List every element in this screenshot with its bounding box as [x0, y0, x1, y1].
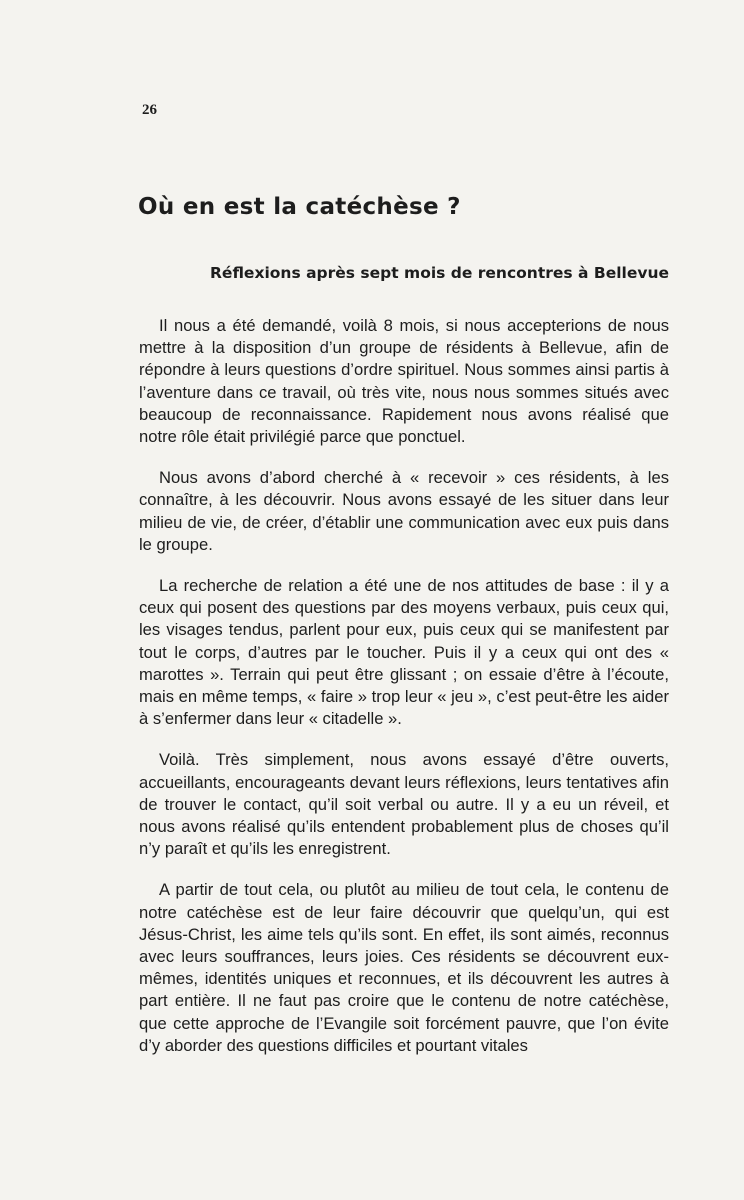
article-title: Où en est la catéchèse ? — [138, 194, 461, 220]
article-body — [139, 315, 669, 1057]
paragraph-5: A partir de tout cela, ou plutôt au milieu de tout cela, le contenu de notre catéchèse est de leur faire découvrir que quelqu’un, qui est Jésus-Christ, les aime tels qu’ils sont. En effet, ils sont aimés, reconnus avec leurs souffrances, leurs joies. Ces résidents se découvrent eux-mêmes, identités uniques et reconnues, et ils découvrent les autres à part entière. Il ne faut pas croire que le contenu de notre catéchèse, que cette approche de l’Evangile soit forcément pauvre, que l’on évite d’y aborder des questions difficiles et pourtant vitales — [139, 880, 669, 1055]
page-number: 26 — [142, 102, 157, 118]
paragraph-4: Voilà. Très simplement, nous avons essayé d’être ouverts, accueillants, encourageants devant leurs réflexions, leurs tentatives afin de trouver le contact, qu’il soit verbal ou autre. Il y a eu un réveil, et nous avons réalisé qu’ils entendent probablement plus de choses qu’il n’y paraît et qu’ils les enregistrent. — [139, 750, 669, 859]
paragraph-3: La recherche de relation a été une de nos attitudes de base : il y a ceux qui posent des questions par des moyens verbaux, puis ceux qui, les visages tendus, parlent pour eux, puis ceux qui se manifestent par tout le corps, d’autres par le toucher. Puis il y a ceux qui ont des « marottes ». Terrain qui peut être glissant ; on essaie d’être à l’écoute, mais en même temps, « faire » trop leur « jeu », c’est peut-être les aider à s’enfermer dans leur « citadelle ». — [139, 576, 669, 729]
paragraph-1: Il nous a été demandé, voilà 8 mois, si nous accepterions de nous mettre à la disposition d’un groupe de résidents à Bellevue, afin de répondre à leurs questions d’ordre spirituel. Nous sommes ainsi partis à l’aventure dans ce travail, où très vite, nous nous sommes situés avec beaucoup de reconnaissance. Rapidement nous avons réalisé que notre rôle était privilégié parce que ponctuel. — [139, 316, 669, 447]
paragraph-2: Nous avons d’abord cherché à « recevoir » ces résidents, à les connaître, à les découvrir. Nous avons essayé de les situer dans leur milieu de vie, de créer, d’établir une communication avec eux puis dans le groupe. — [139, 468, 669, 554]
article-subtitle: Réflexions après sept mois de rencontres à Bellevue — [210, 264, 669, 282]
